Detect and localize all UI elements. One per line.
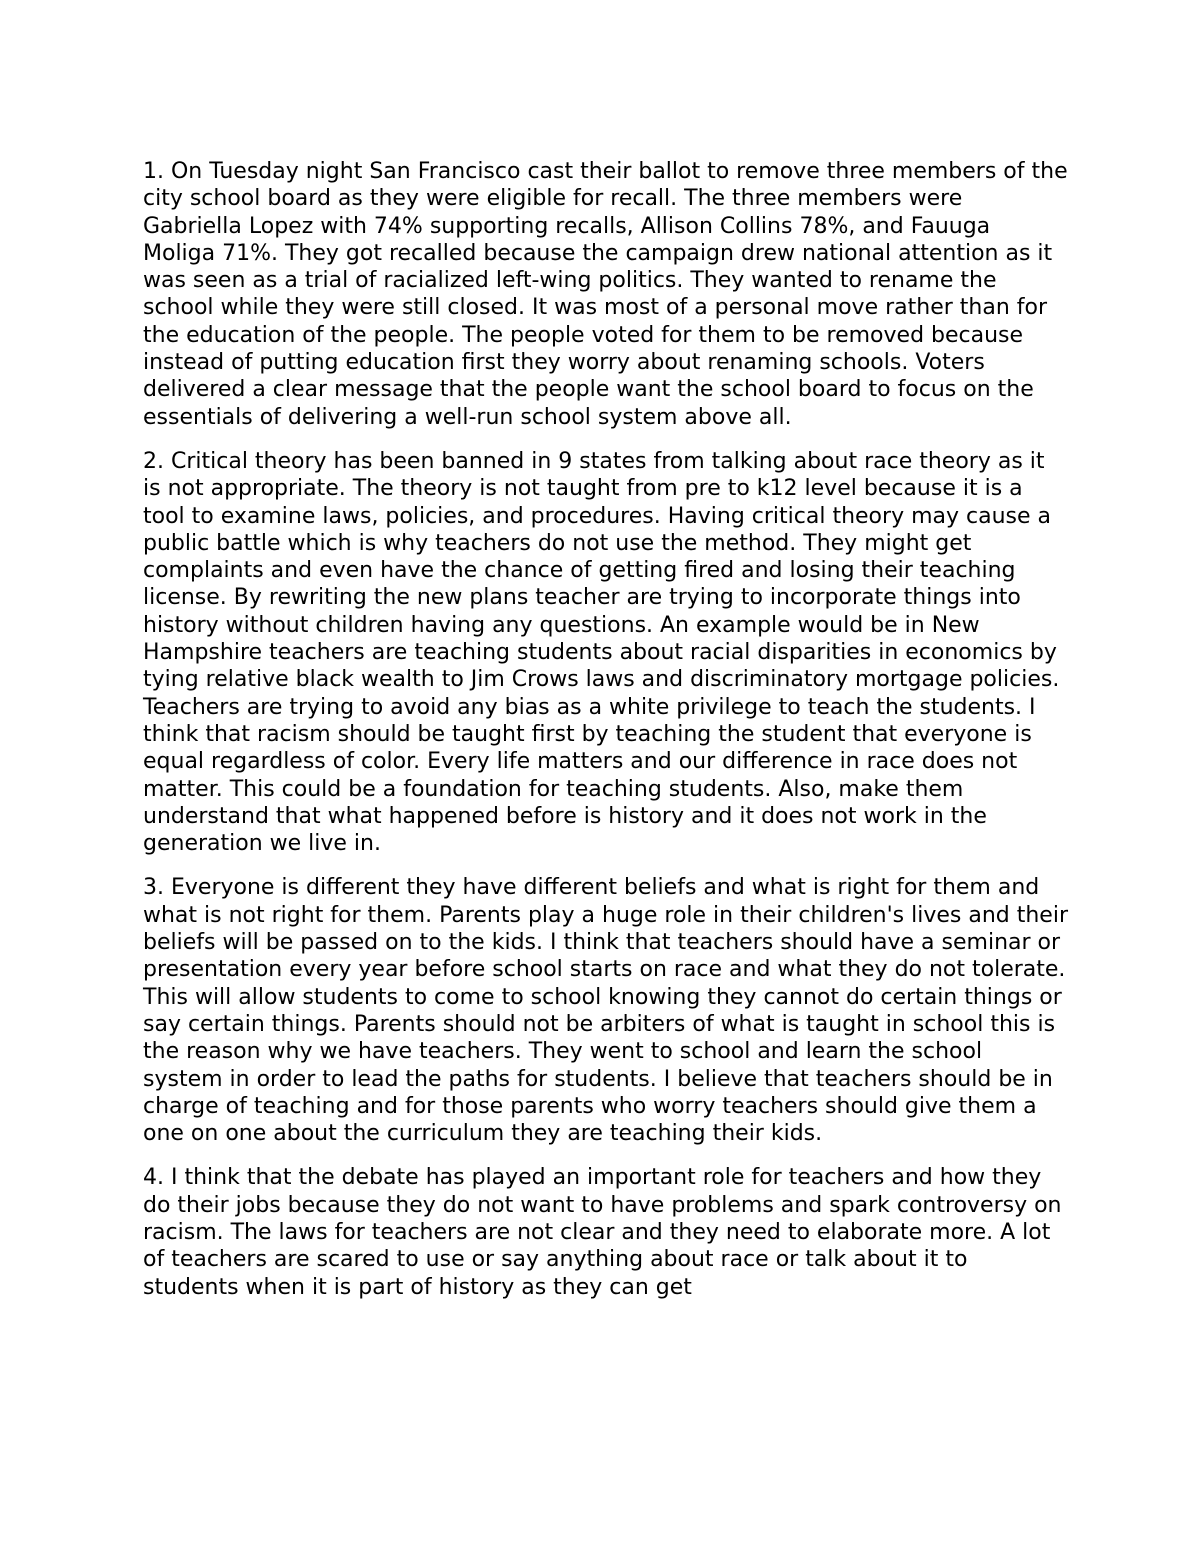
paragraph-1: 1. On Tuesday night San Francisco cast their ballot to remove three members of the city school board as they were eligible for recall. The three members were Gabriella Lopez with 74% supporting recalls, Allison Collins 78%, and Fauuga Moliga 71%. They got recalled because the campaign drew national attention as it was seen as a trial of racialized left-wing politics. They wanted to rename the school while they were still closed. It was most of a personal move rather than for the education of the people. The people voted for them to be removed because instead of putting education first they worry about renaming schools. Voters delivered a clear message that the people want the school board to focus on the essentials of delivering a well-run school system above all.: [143, 159, 1068, 430]
paragraph-2: 2. Critical theory has been banned in 9 states from talking about race theory as it is not appropriate. The theory is not taught from pre to k12 level because it is a tool to examine laws, policies, and procedures. Having critical theory may cause a public battle which is why teachers do not use the method. They might get complaints and even have the chance of getting fired and losing their teaching license. By rewriting the new plans teacher are trying to incorporate things into history without children having any questions. An example would be in New Hampshire teachers are teaching students about racial disparities in economics by tying relative black wealth to Jim Crows laws and discriminatory mortgage policies. Teachers are trying to avoid any bias as a white privilege to teach the students. I think that racism should be taught first by teaching the student that everyone is equal regardless of color. Every life matters and our difference in race does not matter. This could be a foundation for teaching students. Also, make them understand that what happened before is history and it does not work in the generation we live in.: [143, 448, 1060, 857]
paragraph-3: 3. Everyone is different they have different beliefs and what is right for them and what is not right for them. Parents play a huge role in their children's lives and their beliefs will be passed on to the kids. I think that teachers should have a seminar or presentation every year before school starts on race and what they do not tolerate. This will allow students to come to school knowing they cannot do certain things or say certain things. Parents should not be arbiters of what is taught in school this is the reason why we have teachers. They went to school and learn the school system in order to lead the paths for students. I believe that teachers should be in charge of teaching and for those parents who worry teachers should give them a one on one about the curriculum they are teaching their kids.: [143, 875, 1068, 1147]
document-body: [143, 158, 1068, 1301]
paragraph-4: 4. I think that the debate has played an important role for teachers and how they do their jobs because they do not want to have problems and spark controversy on racism. The laws for teachers are not clear and they need to elaborate more. A lot of teachers are scared to use or say anything about race or talk about it to students when it is part of history as they can get: [143, 1165, 1062, 1300]
